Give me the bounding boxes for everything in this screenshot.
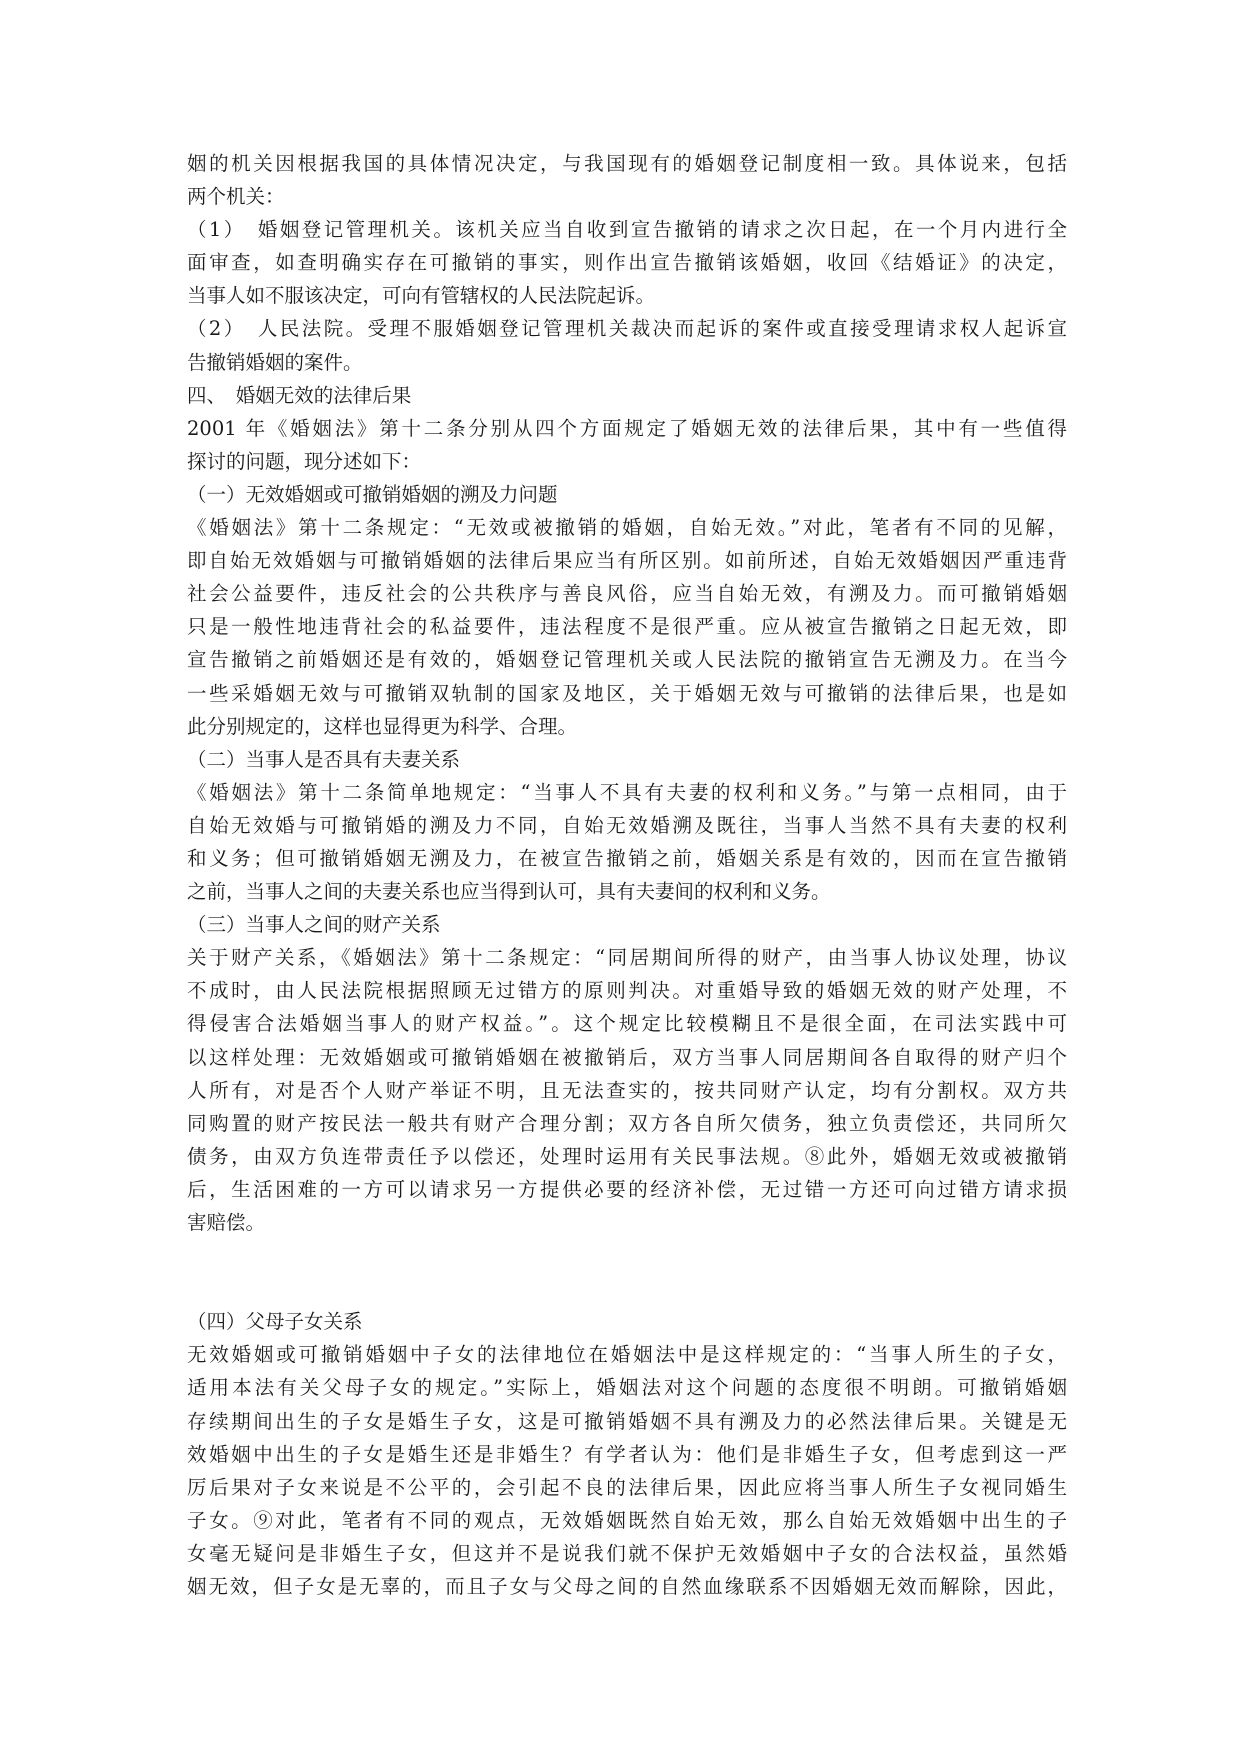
text-line: （二）当事人是否具有夫妻关系 <box>187 747 461 771</box>
text-line: 债务，由双方负连带责任予以偿还，处理时运用有关民事法规。⑧此外，婚姻无效或被撤销 <box>187 1144 1067 1168</box>
text-line: 和义务；但可撤销婚姻无溯及力，在被宣告撤销之前，婚姻关系是有效的，因而在宣告撤销 <box>187 846 1067 870</box>
text-line: 面审查，如查明确实存在可撤销的事实，则作出宣告撤销该婚姻，收回《结婚证》的决定， <box>187 251 1067 275</box>
paragraph <box>187 1305 1067 1338</box>
paragraph <box>187 941 1067 1239</box>
text-line: 社会公益要件，违反社会的公共秩序与善良风俗，应当自始无效，有溯及力。而可撤销婚姻 <box>187 582 1067 606</box>
text-line: （2） 人民法院。受理不服婚姻登记管理机关裁决而起诉的案件或直接受理请求权人起诉宣 <box>187 317 1067 341</box>
text-line: 人所有，对是否个人财产举证不明，且无法查实的，按共同财产认定，均有分割权。双方共 <box>187 1078 1067 1102</box>
text-line: 之前，当事人之间的夫妻关系也应当得到认可，具有夫妻间的权利和义务。 <box>187 880 831 904</box>
text-line: 《婚姻法》第十二条规定：“无效或被撤销的婚姻，自始无效。”对此，笔者有不同的见解， <box>187 516 1067 540</box>
paragraph <box>187 147 1067 213</box>
text-line: 即自始无效婚姻与可撤销婚姻的法律后果应当有所区别。如前所述，自始无效婚姻因严重违背 <box>187 549 1067 573</box>
text-line: 存续期间出生的子女是婚生子女，这是可撤销婚姻不具有溯及力的必然法律后果。关键是无 <box>187 1409 1067 1433</box>
text-line: 一些采婚姻无效与可撤销双轨制的国家及地区，关于婚姻无效与可撤销的法律后果，也是如 <box>187 681 1067 705</box>
text-line: 四、 婚姻无效的法律后果 <box>187 383 412 407</box>
text-line: 自始无效婚与可撤销婚的溯及力不同，自始无效婚溯及既往，当事人当然不具有夫妻的权利 <box>187 813 1067 837</box>
paragraph <box>187 776 1067 908</box>
paragraph <box>187 1338 1067 1603</box>
text-line: 适用本法有关父母子女的规定。”实际上，婚姻法对这个问题的态度很不明朗。可撤销婚姻 <box>187 1376 1067 1400</box>
text-line: 得侵害合法婚姻当事人的财产权益。”。这个规定比较模糊且不是很全面，在司法实践中可 <box>187 1012 1067 1036</box>
text-line: （一）无效婚姻或可撤销婚姻的溯及力问题 <box>187 482 558 506</box>
text-line: 宣告撤销之前婚姻还是有效的，婚姻登记管理机关或人民法院的撤销宣告无溯及力。在当今 <box>187 648 1067 672</box>
paragraph <box>187 312 1067 378</box>
text-line: 以这样处理：无效婚姻或可撤销婚姻在被撤销后，双方当事人同居期间各自取得的财产归个 <box>187 1045 1067 1069</box>
text-line: 不成时，由人民法院根据照顾无过错方的原则判决。对重婚导致的婚姻无效的财产处理，不 <box>187 979 1067 1003</box>
paragraph <box>187 379 1067 412</box>
text-line: 后，生活困难的一方可以请求另一方提供必要的经济补偿，无过错一方还可向过错方请求损 <box>187 1177 1067 1201</box>
paragraph <box>187 412 1067 478</box>
text-line: 姻的机关因根据我国的具体情况决定，与我国现有的婚姻登记制度相一致。具体说来，包括 <box>187 152 1067 175</box>
text-line: 告撤销婚姻的案件。 <box>187 350 363 374</box>
text-line: 当事人如不服该决定，可向有管辖权的人民法院起诉。 <box>187 284 656 308</box>
text-line: 同购置的财产按民法一般共有财产合理分割；双方各自所欠债务，独立负责偿还，共同所欠 <box>187 1111 1067 1135</box>
paragraph <box>187 511 1067 743</box>
document-page <box>187 147 1067 1603</box>
text-line: 关于财产关系，《婚姻法》第十二条规定：“同居期间所得的财产，由当事人协议处理，协议 <box>187 946 1067 970</box>
paragraph-gap <box>187 1239 1067 1305</box>
paragraph <box>187 743 1067 776</box>
text-line: 子女。⑨对此，笔者有不同的观点，无效婚姻既然自始无效，那么自始无效婚姻中出生的子 <box>187 1508 1067 1532</box>
text-line: （1） 婚姻登记管理机关。该机关应当自收到宣告撤销的请求之次日起，在一个月内进行全 <box>187 218 1067 242</box>
paragraph <box>187 213 1067 312</box>
text-line: 无效婚姻或可撤销婚姻中子女的法律地位在婚姻法中是这样规定的：“当事人所生的子女， <box>187 1343 1067 1367</box>
text-line: 害赔偿。 <box>187 1211 266 1234</box>
text-line: （三）当事人之间的财产关系 <box>187 913 441 937</box>
text-line: 探讨的问题，现分述如下： <box>187 449 422 473</box>
text-line: 厉后果对子女来说是不公平的，会引起不良的法律后果，因此应将当事人所生子女视同婚生 <box>187 1475 1067 1499</box>
text-line: 女毫无疑问是非婚生子女，但这并不是说我们就不保护无效婚姻中子女的合法权益，虽然婚 <box>187 1541 1067 1565</box>
text-line: 《婚姻法》第十二条简单地规定：“当事人不具有夫妻的权利和义务。”与第一点相同，由于 <box>187 780 1067 804</box>
text-line: 姻无效，但子女是无辜的，而且子女与父母之间的自然血缘联系不因婚姻无效而解除，因此， <box>187 1575 1067 1599</box>
text-line: 2001 年《婚姻法》第十二条分别从四个方面规定了婚姻无效的法律后果，其中有一些值得 <box>187 416 1067 440</box>
text-line: 两个机关： <box>187 185 285 209</box>
paragraph <box>187 478 1067 511</box>
text-line: 只是一般性地违背社会的私益要件，违法程度不是很严重。应从被宣告撤销之日起无效，即 <box>187 615 1067 639</box>
text-line: （四）父母子女关系 <box>187 1310 363 1334</box>
paragraph <box>187 908 1067 941</box>
text-line: 效婚姻中出生的子女是婚生还是非婚生？有学者认为：他们是非婚生子女，但考虑到这一严 <box>187 1442 1067 1466</box>
text-line: 此分别规定的，这样也显得更为科学、合理。 <box>187 714 578 738</box>
